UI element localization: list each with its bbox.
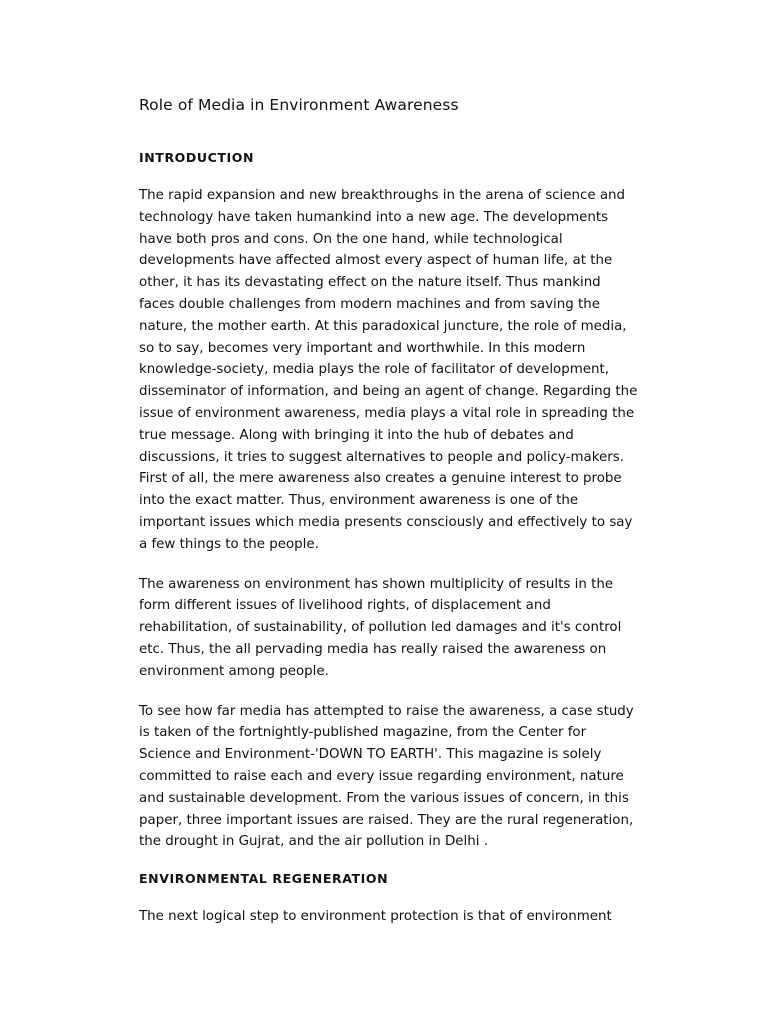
section-heading-introduction: INTRODUCTION (139, 150, 255, 165)
section-environmental-regeneration (139, 871, 639, 928)
document-title: Role of Media in Environment Awareness (139, 96, 459, 114)
paragraph: The next logical step to environment protection is that of environment (139, 909, 612, 925)
paragraph: The awareness on environment has shown multiplicity of results in the form different issues of livelihood rights, of displacement and rehabilitation, of sustainability, of pollution led damages and it's control etc. Thus, the all pervading media has really raised the awareness on environment among people. (139, 576, 622, 679)
section-heading-environmental-regeneration: ENVIRONMENTAL REGENERATION (139, 871, 389, 887)
section-introduction (139, 150, 639, 853)
document-page (139, 96, 639, 946)
paragraph: To see how far media has attempted to raise the awareness, a case study is taken of the fortnightly-published magazine, from the Center for Science and Environment-'DOWN TO EARTH'. This magazine is solely committed to raise each and every issue regarding environment, nature and sustainable development. From the various issues of concern, in this paper, three important issues are raised. They are the rural regeneration, the drought in Gujrat, and the air pollution in Delhi . (139, 703, 634, 850)
paragraph: The rapid expansion and new breakthroughs in the arena of science and technology have taken humankind into a new age. The developments have both pros and cons. On the one hand, while technological developments have affected almost every aspect of human life, at the other, it has its devastating effect on the nature itself. Thus mankind faces double challenges from modern machines and from saving the nature, the mother earth. At this paradoxical juncture, the role of media, so to say, becomes very important and worthwhile. In this modern knowledge-society, media plays the role of facilitator of development, disseminator of information, and being an agent of change. Regarding the issue of environment awareness, media plays a vital role in spreading the true message. Along with bringing it into the hub of debates and discussions, it tries to suggest alternatives to people and policy-makers. First of all, the mere awareness also creates a genuine interest to probe into the exact matter. Thus, environment awareness is one of the important issues which media presents consciously and effectively to say a few things to the people. (139, 188, 638, 552)
